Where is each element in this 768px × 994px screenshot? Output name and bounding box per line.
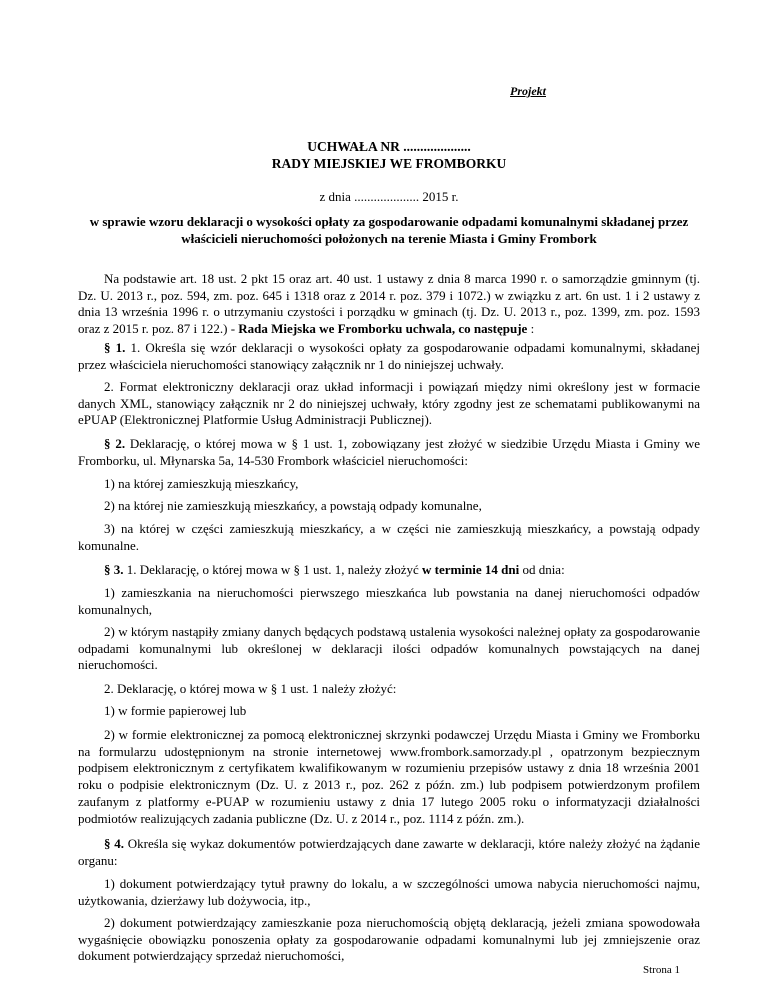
resolution-date: z dnia .................... 2015 r. [319, 189, 459, 204]
section-2-item-1: 1) na której zamieszkują mieszkańcy, [104, 476, 299, 491]
page-number: Strona 1 [643, 964, 680, 976]
section-4-item-2: 2) dokument potwierdzający zamieszkanie poza nieruchomością objętą deklaracją, jeżeli zmiana spowodowała wygaśnięcie obowiązku ponoszenia opłaty za gospodarowanie odpadami komunalnymi lub jej zmniejszenie oraz dokument potwierdzający sprzedaż nieruchomości, [78, 915, 700, 964]
section-3-item-3: 1) w formie papierowej lub [104, 703, 247, 718]
deadline-bold: w terminie 14 dni [422, 562, 520, 577]
preamble: Na podstawie art. 18 ust. 2 pkt 15 oraz art. 40 ust. 1 ustawy z dnia 8 marca 1990 r. o samorządzie gminnym (tj. Dz. U. 2013 r., poz. 594, zm. poz. 645 i 1318 oraz z 2014 r. poz. 379 i 1072.) w związku z art. 6n ust. 1 i 2 ustawy z dnia 13 września 1996 r. o utrzymaniu czystości i porządku w gminach (tj. Dz. U. 2013 r., poz. 1399, zm. poz. 1593 oraz z 2015 r. poz. 87 i 122.) - Rada Miejska we Fromborku uchwala, co następuje : [78, 271, 700, 337]
section-3-item-2: 2) w którym nastąpiły zmiany danych będących podstawą ustalenia wysokości należnej opłaty za gospodarowanie odpadami komunalnymi lub określonej w deklaracji ilości odpadów komunalnych powstających na danej nieruchomości. [78, 624, 700, 673]
section-3-par-2: 2. Deklarację, o której mowa w § 1 ust. 1 należy złożyć: [104, 681, 397, 696]
projekt-label: Projekt [510, 84, 546, 98]
section-1: § 1. 1. Określa się wzór deklaracji o wysokości opłaty za gospodarowanie odpadami komunalnymi, składanej przez właściciela nieruchomości stanowiący załącznik nr 1 do niniejszej uchwały. [78, 340, 701, 372]
preamble-bold: Rada Miejska we Fromborku uchwala, co następuje [238, 321, 528, 337]
section-2: § 2. Deklarację, o której mowa w § 1 ust. 1, zobowiązany jest złożyć w siedzibie Urzędu Miasta i Gminy we Fromborku, ul. Młynarska 5a, 14-530 Frombork właściciel nieruchomości: [78, 436, 700, 468]
section-3: § 3. 1. Deklarację, o której mowa w § 1 ust. 1, należy złożyć w terminie 14 dni od dnia: [104, 562, 565, 577]
section-4: § 4. Określa się wykaz dokumentów potwierdzających dane zawarte w deklaracji, które należy złożyć na żądanie organu: [78, 836, 701, 868]
section-3-item-4: 2) w formie elektronicznej za pomocą elektronicznej skrzynki podawczej Urzędu Miasta i Gminy we Fromborku na formularzu udostępnionym na stronie internetowej www.frombork.samorzady.pl , opatrzonym bezpiecznym podpisem elektronicznym z certyfikatem kwalifikowanym w rozumieniu przepisów ustawy z dnia 18 września 2001 roku o podpisie elektronicznym (Dz. U. z 2013 r., poz. 262 z późn. zm.) lub podpisem potwierdzonym profilem zaufanym z platformy e-PUAP w rozumieniu ustawy z dnia 17 lutego 2005 roku o informatyzacji działalności podmiotów realizujących zadania publiczne (Dz. U. z 2014 r., poz. 1114 z późn. zm.). [78, 727, 700, 826]
council-name: RADY MIEJSKIEJ WE FROMBORKU [271, 156, 507, 171]
section-4-item-1: 1) dokument potwierdzający tytuł prawny do lokalu, a w szczególności umowa nabycia nieruchomości najmu, użytkowania, dzierżawy lub dożywocia, itp., [78, 876, 700, 908]
resolution-subject: w sprawie wzoru deklaracji o wysokości opłaty za gospodarowanie odpadami komunalnymi składanej przez właścicieli nieruchomości położonych na terenie Miasta i Gminy Frombork [89, 214, 689, 246]
section-3-item-1: 1) zamieszkania na nieruchomości pierwszego mieszkańca lub powstania na danej nieruchomości odpadów komunalnych, [78, 585, 700, 617]
section-2-item-3: 3) na której w części zamieszkują mieszkańcy, a w części nie zamieszkują mieszkańcy, a powstają odpady komunalne. [78, 521, 700, 553]
section-2-item-2: 2) na której nie zamieszkują mieszkańcy, a powstają odpady komunalne, [104, 498, 482, 513]
section-1-par-2: 2. Format elektroniczny deklaracji oraz układ informacji i powiązań między nimi określony jest w formacie danych XML, stanowiący załącznik nr 2 do niniejszej uchwały, który zgodny jest ze schematami publikowanymi na ePUAP (Elektronicznej Platformie Usług Administracji Publicznej). [78, 379, 700, 428]
resolution-title: UCHWAŁA NR .................... [307, 139, 471, 154]
